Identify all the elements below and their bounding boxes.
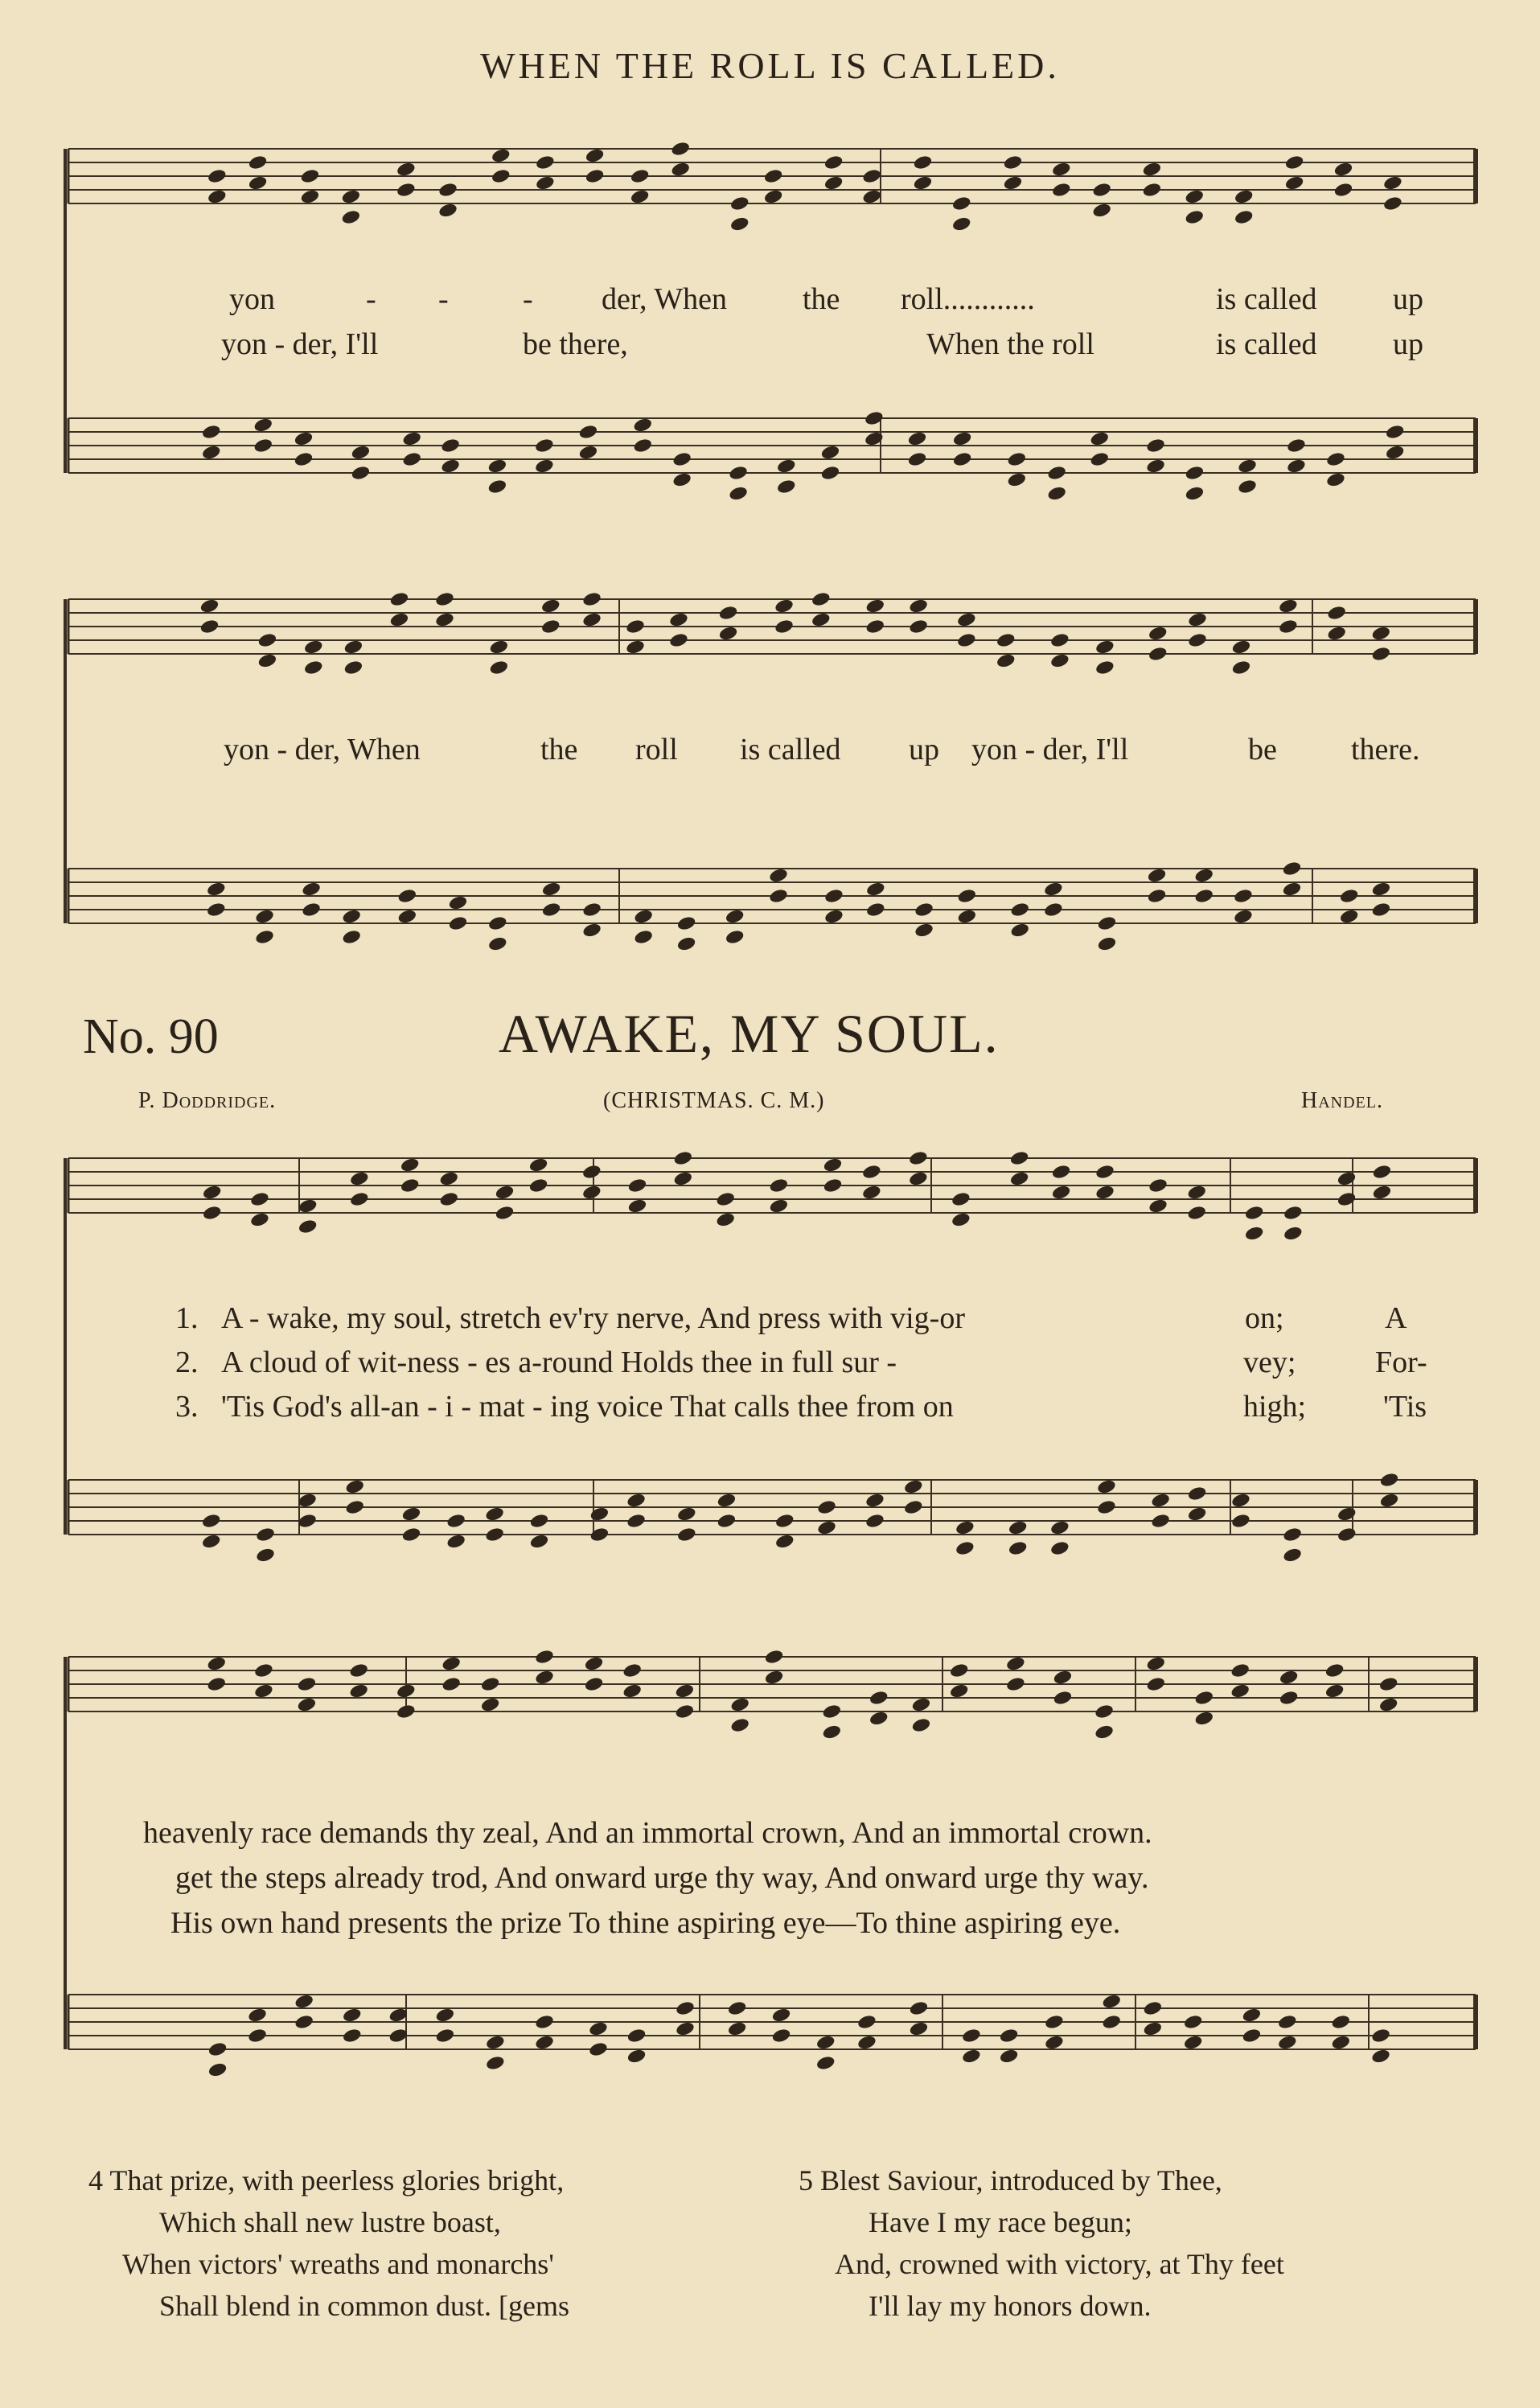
refrain1-line1-w5: der, When [602, 282, 728, 316]
verse1-end: on; [1245, 1301, 1284, 1335]
verse5-line1: 5 Blest Saviour, introduced by Thee, [799, 2164, 1222, 2196]
composer-credit: Handel. [1301, 1088, 1383, 1113]
refrain1-line1-w3: - [438, 282, 449, 316]
hymn-number: No. 90 [83, 1009, 219, 1064]
verse4-line1: 4 That prize, with peerless glories bright, [88, 2164, 565, 2196]
refrain1-line1-w7: roll............ [901, 282, 1035, 316]
refrain1-line1-w4: - [523, 282, 533, 316]
refrain2-w2: the [540, 733, 578, 766]
tune-meter: (CHRISTMAS. C. M.) [603, 1088, 825, 1113]
verse3-end: high; [1243, 1390, 1307, 1424]
verse2-text: A cloud of wit-ness - es a-round Holds thee in full sur - [221, 1346, 897, 1379]
refrain1-line2-w3: When the roll [926, 327, 1094, 361]
verse3-number: 3. [175, 1390, 199, 1424]
verse4-line2: Which shall new lustre boast, [159, 2206, 501, 2238]
verse3-pickup: 'Tis [1383, 1390, 1427, 1424]
verse1-number: 1. [175, 1301, 199, 1335]
verse5-line2: Have I my race begun; [869, 2206, 1132, 2238]
refrain1-line1-w9: up [1393, 282, 1423, 316]
verse3-text: 'Tis God's all-an - i - mat - ing voice That calls thee from on [221, 1390, 954, 1424]
refrain2-w8: there. [1351, 733, 1420, 766]
refrain2-w7: be [1248, 733, 1277, 766]
refrain1-line2-w5: up [1393, 327, 1423, 361]
author-credit: P. Doddridge. [138, 1088, 277, 1113]
verse4-line4: Shall blend in common dust. [gems [159, 2290, 569, 2322]
verse2-end: vey; [1243, 1346, 1296, 1379]
refrain1-line1-w6: the [803, 282, 840, 316]
refrain1-line2-w4: is called [1216, 327, 1317, 361]
refrain2-w1: yon - der, When [224, 733, 421, 766]
verse5-line3: And, crowned with victory, at Thy feet [835, 2248, 1284, 2280]
verse4-line3: When victors' wreaths and monarchs' [122, 2248, 554, 2280]
verse2-pickup: For- [1375, 1346, 1427, 1379]
verse3-continued: His own hand presents the prize To thine aspiring eye—To thine aspiring eye. [170, 1906, 1121, 1940]
verse2-continued: get the steps already trod, And onward urge thy way, And onward urge thy way. [175, 1861, 1149, 1895]
refrain1-line1-w2: - [366, 282, 376, 316]
refrain2-w5: up [909, 733, 939, 766]
refrain2-w3: roll [635, 733, 678, 766]
verse1-pickup: A [1385, 1301, 1407, 1335]
refrain2-w4: is called [740, 733, 841, 766]
verse5-line4: I'll lay my honors down. [869, 2290, 1152, 2322]
verse2-number: 2. [175, 1346, 199, 1379]
refrain1-line1-w8: is called [1216, 282, 1317, 316]
verse1-text: A - wake, my soul, stretch ev'ry nerve, And press with vig-or [221, 1301, 965, 1335]
verse1-continued: heavenly race demands thy zeal, And an immortal crown, And an immortal crown. [143, 1816, 1152, 1850]
refrain1-line1-w1: yon [229, 282, 275, 316]
refrain2-w6: yon - der, I'll [971, 733, 1129, 766]
hymn-title: AWAKE, MY SOUL. [499, 1003, 1000, 1064]
page-title: WHEN THE ROLL IS CALLED. [480, 45, 1060, 86]
refrain1-line2-w2: be there, [523, 327, 628, 361]
refrain1-line2-w1: yon - der, I'll [221, 327, 379, 361]
